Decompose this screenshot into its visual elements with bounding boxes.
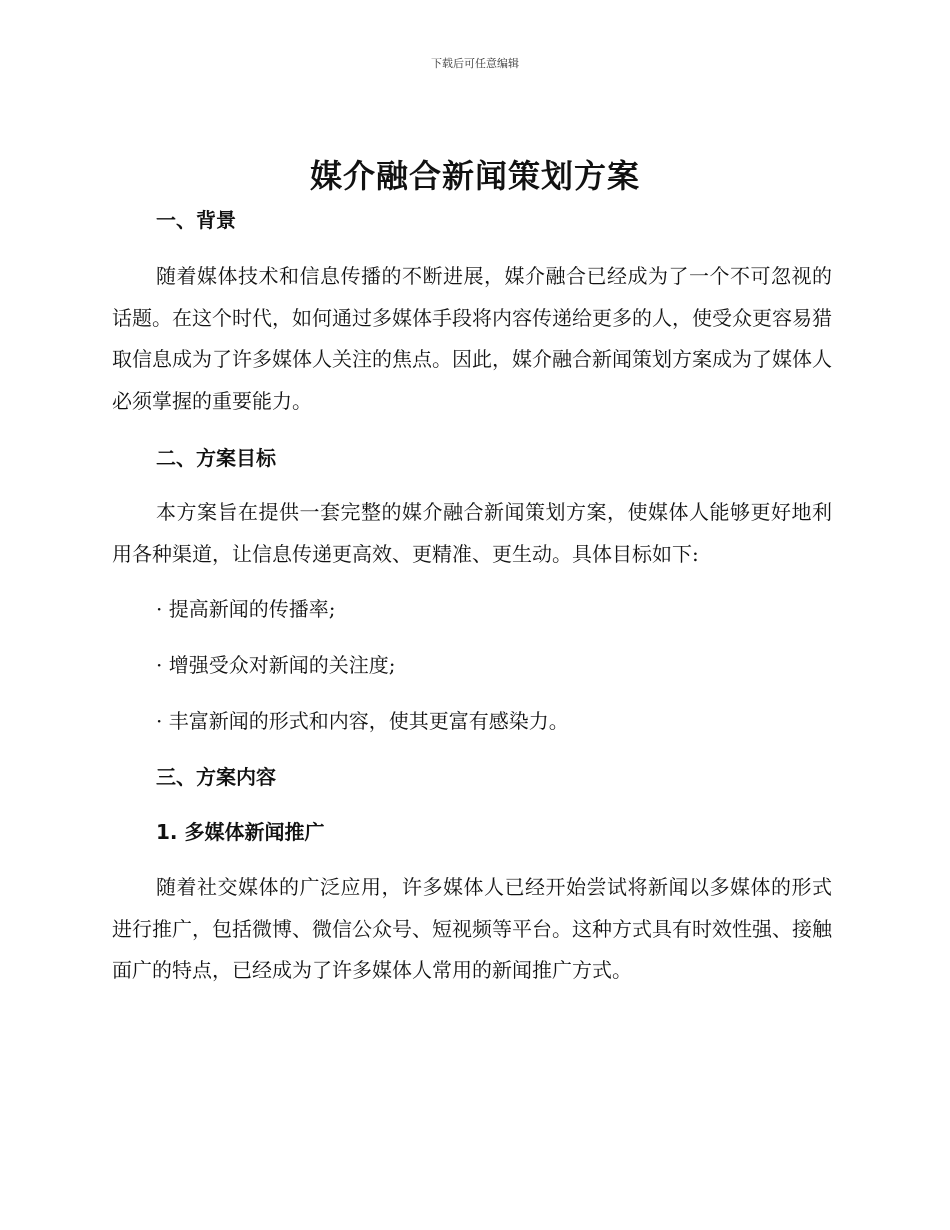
goal-bullet-2: · 增强受众对新闻的关注度; <box>156 653 396 677</box>
goal-bullet-1: · 提高新闻的传播率; <box>156 597 336 621</box>
section-heading-goals: 二、方案目标 <box>156 446 276 470</box>
section-heading-content: 三、方案内容 <box>156 765 276 789</box>
page-title: 媒介融合新闻策划方案 <box>309 157 640 195</box>
goals-paragraph: 本方案旨在提供一套完整的媒介融合新闻策划方案，使媒体人能够更好地利用各种渠道，让信息传递更高效、更精准、更生动。具体目标如下: <box>112 500 832 566</box>
document-body <box>112 200 832 992</box>
goal-bullet-3: · 丰富新闻的形式和内容，使其更富有感染力。 <box>156 709 569 733</box>
header-note: 下载后可任意编辑 <box>431 57 519 70</box>
subsection-heading-multimedia: 1. 多媒体新闻推广 <box>156 820 325 844</box>
section-heading-background: 一、背景 <box>156 208 236 232</box>
background-paragraph: 随着媒体技术和信息传播的不断进展，媒介融合已经成为了一个不可忽视的话题。在这个时代，如何通过多媒体手段将内容传递给更多的人，使受众更容易猎取信息成为了许多媒体人关注的焦点。因此，媒介融合新闻策划方案成为了媒体人必须掌握的重要能力。 <box>112 264 832 413</box>
content-paragraph: 随着社交媒体的广泛应用，许多媒体人已经开始尝试将新闻以多媒体的形式进行推广，包括微博、微信公众号、短视频等平台。这种方式具有时效性强、接触面广的特点，已经成为了许多媒体人常用的新闻推广方式。 <box>112 875 832 982</box>
